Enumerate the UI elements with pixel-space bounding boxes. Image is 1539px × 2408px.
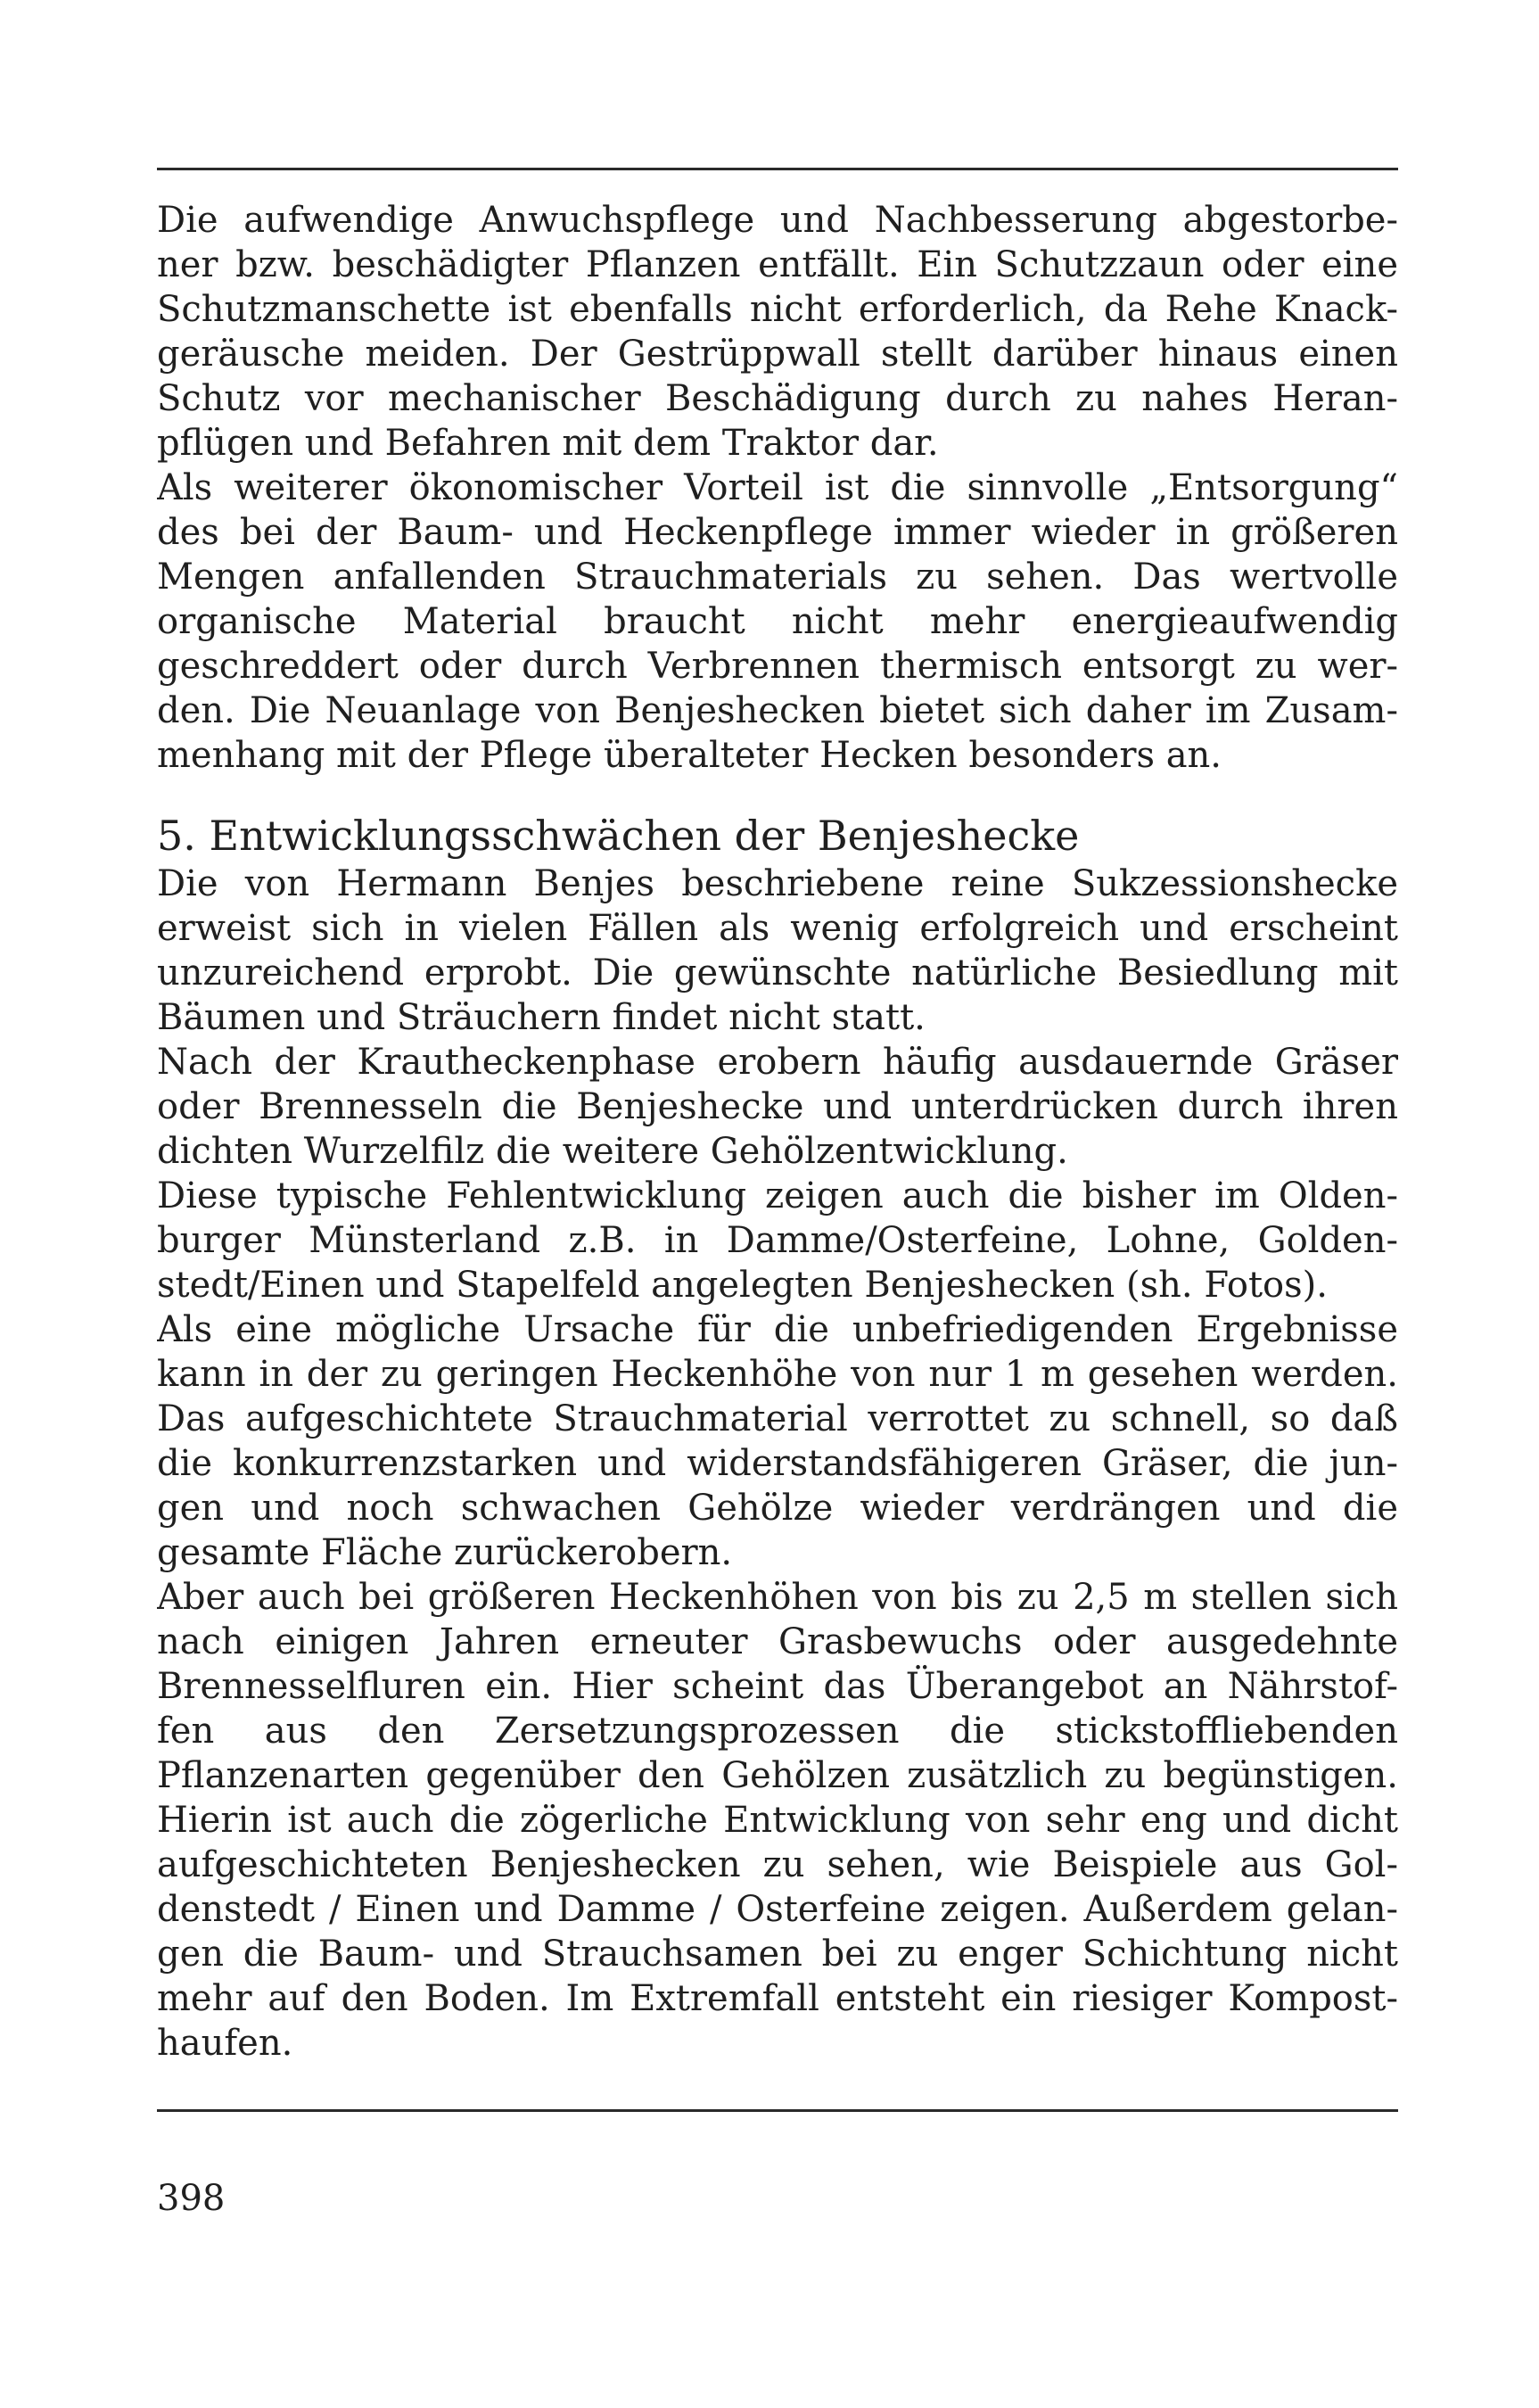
text-line: den. Die Neuanlage von Benjeshecken bietet sich daher im Zusam-: [157, 690, 1398, 731]
text-line: erweist sich in vielen Fällen als wenig erfolgreich und erscheint: [157, 908, 1398, 949]
paragraph: [157, 1040, 1398, 1174]
text-line: menhang mit der Pflege überalteter Hecken besonders an.: [157, 735, 1222, 776]
body-text: [157, 198, 1398, 2066]
text-line: Bäumen und Sträuchern findet nicht statt.: [157, 997, 926, 1038]
text-line: gen die Baum- und Strauchsamen bei zu enger Schichtung nicht: [157, 1934, 1398, 1975]
paragraph: [157, 862, 1398, 1040]
text-line: Als weiterer ökonomischer Vorteil ist die sinnvolle „Entsorgung“: [157, 467, 1398, 508]
text-line: kann in der zu geringen Heckenhöhe von nur 1 m gesehen werden.: [157, 1354, 1398, 1395]
text-line: geschreddert oder durch Verbrennen thermisch entsorgt zu wer-: [157, 646, 1398, 687]
text-line: Nach der Krautheckenphase erobern häufig ausdauernde Gräser: [157, 1042, 1398, 1083]
text-line: Aber auch bei größeren Heckenhöhen von bis zu 2,5 m stellen sich: [157, 1577, 1398, 1618]
page-number: 398: [157, 2178, 226, 2219]
text-line: Schutzmanschette ist ebenfalls nicht erforderlich, da Rehe Knack-: [157, 289, 1398, 330]
text-line: pflügen und Befahren mit dem Traktor dar.: [157, 423, 939, 464]
text-line: Mengen anfallenden Strauchmaterials zu sehen. Das wertvolle: [157, 557, 1398, 598]
text-line: Das aufgeschichtete Strauchmaterial verrottet zu schnell, so daß: [157, 1398, 1398, 1439]
paragraphs-after-heading: [157, 862, 1398, 2066]
text-line: die konkurrenzstarken und widerstandsfähigeren Gräser, die jun-: [157, 1443, 1398, 1484]
text-line: mehr auf den Boden. Im Extremfall entsteht ein riesiger Kompost-: [157, 1978, 1398, 2019]
text-line: dichten Wurzelfilz die weitere Gehölzentwicklung.: [157, 1131, 1068, 1172]
paragraphs-before-heading: [157, 198, 1398, 778]
paragraph: [157, 198, 1398, 466]
text-line: Die von Hermann Benjes beschriebene reine Sukzessionshecke: [157, 863, 1398, 904]
text-line: organische Material braucht nicht mehr energieaufwendig: [157, 601, 1398, 642]
paragraph: [157, 1307, 1398, 1575]
text-line: ner bzw. beschädigter Pflanzen entfällt. Ein Schutzzaun oder eine: [157, 244, 1398, 285]
text-line: Diese typische Fehlentwicklung zeigen auch die bisher im Olden-: [157, 1175, 1398, 1216]
text-line: Pflanzenarten gegenüber den Gehölzen zusätzlich zu begünstigen.: [157, 1755, 1398, 1796]
text-line: Schutz vor mechanischer Beschädigung durch zu nahes Heran-: [157, 378, 1398, 419]
text-line: des bei der Baum- und Heckenpflege immer wieder in größeren: [157, 512, 1398, 553]
paragraph: [157, 1174, 1398, 1307]
top-rule: [157, 168, 1398, 170]
text-line: Als eine mögliche Ursache für die unbefriedigenden Ergebnisse: [157, 1309, 1398, 1350]
text-line: aufgeschichteten Benjeshecken zu sehen, wie Beispiele aus Gol-: [157, 1844, 1398, 1885]
text-line: haufen.: [157, 2023, 293, 2064]
text-line: oder Brennesseln die Benjeshecke und unterdrücken durch ihren: [157, 1086, 1398, 1127]
text-line: fen aus den Zersetzungsprozessen die stickstoffliebenden: [157, 1711, 1398, 1752]
text-line: gen und noch schwachen Gehölze wieder verdrängen und die: [157, 1488, 1398, 1529]
text-line: gesamte Fläche zurückerobern.: [157, 1532, 733, 1573]
text-line: nach einigen Jahren erneuter Grasbewuchs oder ausgedehnte: [157, 1621, 1398, 1662]
text-line: unzureichend erprobt. Die gewünschte natürliche Besiedlung mit: [157, 952, 1398, 994]
paragraph: [157, 1575, 1398, 2066]
text-line: stedt/Einen und Stapelfeld angelegten Benjeshecken (sh. Fotos).: [157, 1265, 1328, 1306]
text-line: Hierin ist auch die zögerliche Entwicklung von sehr eng und dicht: [157, 1800, 1398, 1841]
text-line: burger Münsterland z.B. in Damme/Osterfeine, Lohne, Golden-: [157, 1220, 1398, 1261]
section-heading: 5. Entwicklungsschwächen der Benjeshecke: [157, 812, 1080, 860]
text-line: geräusche meiden. Der Gestrüppwall stellt darüber hinaus einen: [157, 334, 1398, 375]
paragraph: [157, 466, 1398, 778]
bottom-rule: [157, 2109, 1398, 2112]
text-line: denstedt / Einen und Damme / Osterfeine zeigen. Außerdem gelan-: [157, 1889, 1398, 1930]
text-line: Brennesselfluren ein. Hier scheint das Überangebot an Nährstof-: [157, 1666, 1398, 1707]
text-line: Die aufwendige Anwuchspflege und Nachbesserung abgestorbe-: [157, 200, 1398, 241]
